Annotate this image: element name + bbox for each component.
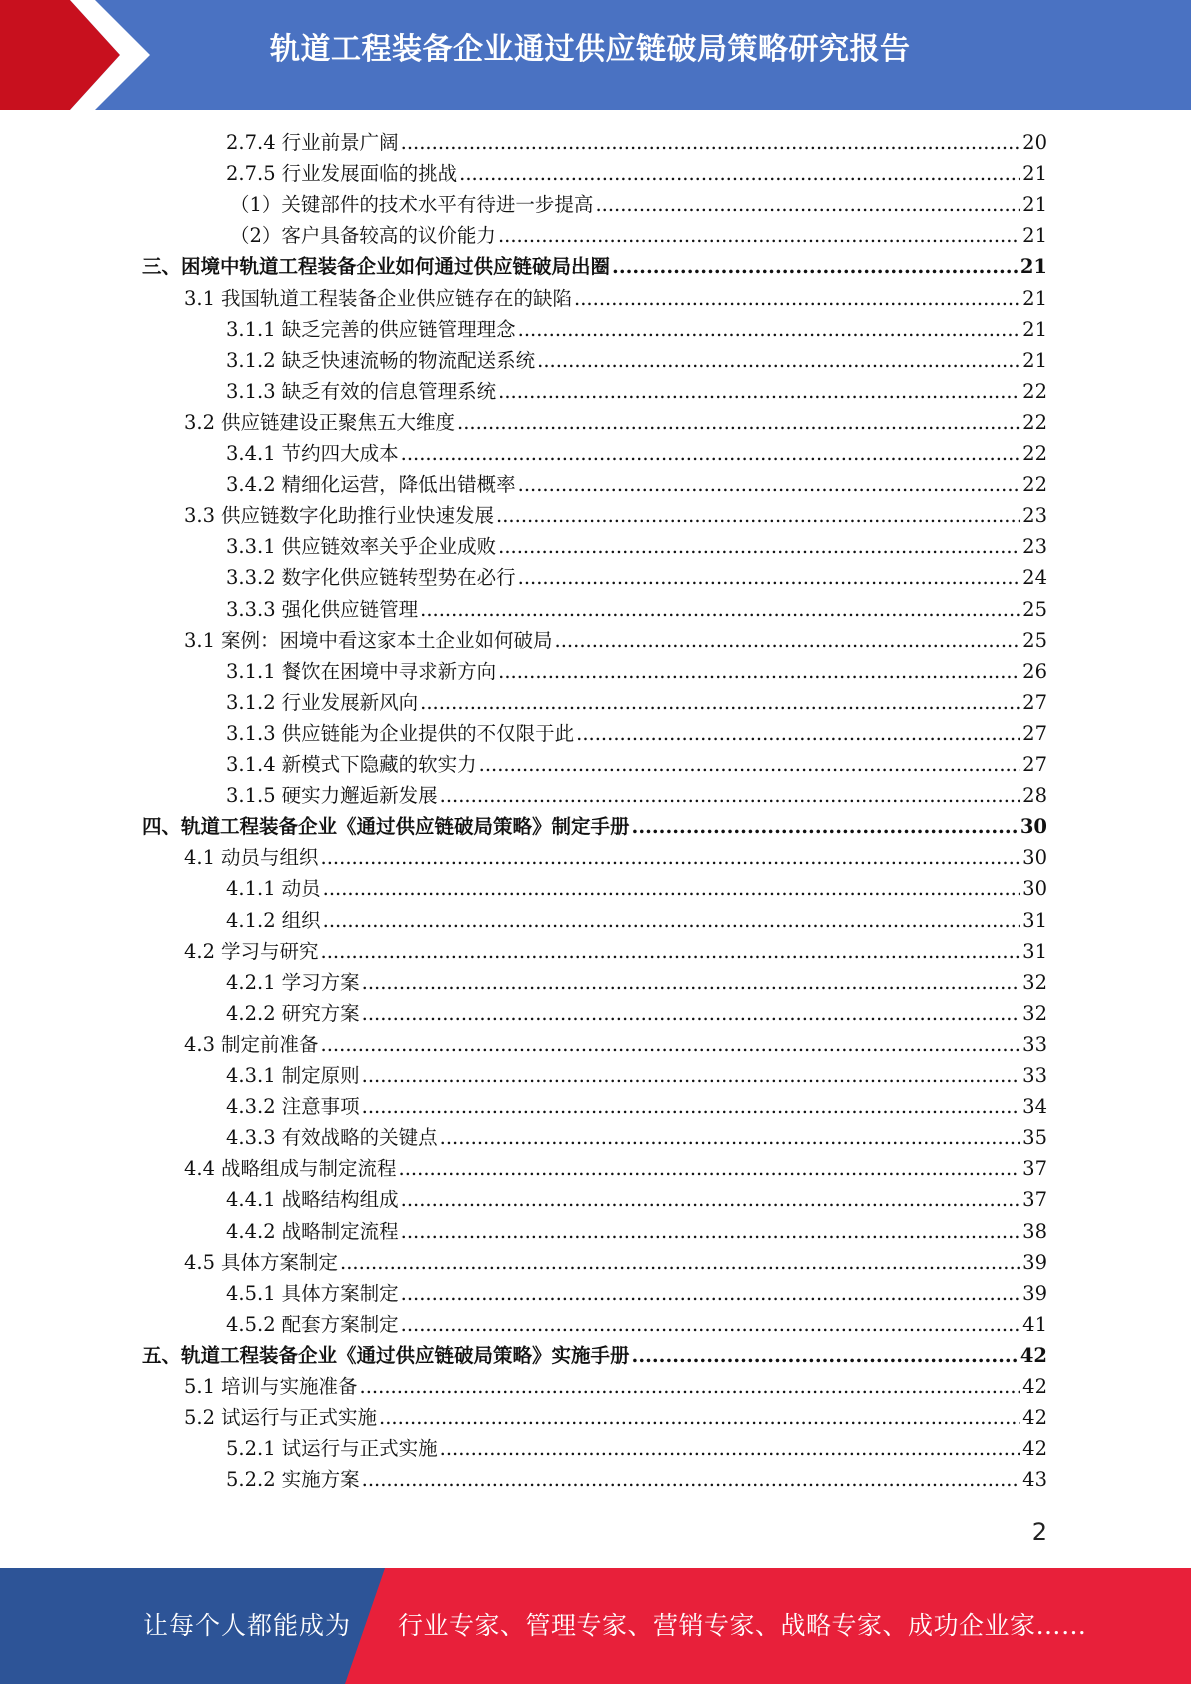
toc-entry[interactable]	[230, 189, 1047, 220]
toc-dot-leader	[321, 1029, 1021, 1060]
toc-entry-number: 四、	[142, 815, 182, 839]
toc-entry-title: 我国轨道工程装备企业供应链存在的缺陷	[221, 286, 573, 310]
toc-entry[interactable]	[226, 1091, 1047, 1122]
toc-entry-page: 30	[1022, 877, 1047, 901]
toc-entry-number: 3.3	[184, 504, 216, 528]
toc-entry-page: 22	[1022, 473, 1047, 497]
toc-entry[interactable]	[226, 687, 1047, 718]
toc-entry[interactable]	[226, 562, 1047, 593]
toc-entry[interactable]	[226, 469, 1047, 500]
toc-entry-number: 3.1	[184, 286, 216, 310]
toc-entry-title: 数字化供应链转型势在必行	[281, 566, 516, 590]
toc-entry-title: 学习与研究	[221, 939, 319, 963]
toc-dot-leader	[420, 687, 1020, 718]
toc-entry-number: （2）	[230, 224, 282, 248]
toc-entry[interactable]	[226, 967, 1047, 998]
toc-entry[interactable]	[226, 1278, 1047, 1309]
toc-entry-title: 供应链能为企业提供的不仅限于此	[281, 721, 575, 745]
toc-entry-page: 30	[1022, 846, 1047, 870]
toc-entry-number: 5.2.1	[226, 1437, 276, 1461]
toc-entry[interactable]	[184, 936, 1047, 967]
toc-entry-title: 有效战略的关键点	[281, 1126, 438, 1150]
toc-entry-title: 试运行与正式实施	[281, 1437, 438, 1461]
toc-entry-title: 缺乏有效的信息管理系统	[281, 379, 497, 403]
toc-entry-number: 4.3.2	[226, 1095, 276, 1119]
toc-entry-title: 组织	[281, 908, 321, 932]
toc-dot-leader	[401, 1309, 1021, 1340]
toc-dot-leader	[323, 905, 1021, 936]
toc-entry-title: 试运行与正式实施	[221, 1406, 378, 1430]
toc-entry[interactable]	[226, 905, 1047, 936]
toc-entry-number: 3.3.2	[226, 566, 276, 590]
toc-entry-title: 实施方案	[281, 1468, 360, 1492]
toc-entry-number: 3.1.3	[226, 721, 276, 745]
toc-dot-leader	[360, 1371, 1021, 1402]
toc-entry-number: 4.1.1	[226, 877, 276, 901]
toc-dot-leader	[632, 1340, 1018, 1371]
toc-entry-title: 行业发展新风向	[281, 690, 419, 714]
toc-entry[interactable]	[226, 1433, 1047, 1464]
toc-entry-title: 客户具备较高的议价能力	[281, 224, 496, 248]
toc-entry-number: 3.1.1	[226, 659, 276, 683]
toc-entry-number: 5.1	[184, 1375, 216, 1398]
toc-entry-number: 4.2.2	[226, 1001, 276, 1025]
toc-dot-leader	[498, 220, 1020, 251]
toc-entry-page: 33	[1022, 1032, 1047, 1056]
toc-dot-leader	[518, 469, 1021, 500]
toc-entry[interactable]	[142, 811, 1047, 842]
toc-entry-title: 供应链数字化助推行业快速发展	[221, 504, 495, 528]
toc-entry-number: 3.3.1	[226, 535, 276, 559]
toc-entry-number: 3.1.4	[226, 753, 276, 776]
toc-dot-leader	[362, 998, 1021, 1029]
toc-entry-page: 23	[1022, 504, 1047, 528]
toc-entry[interactable]	[226, 749, 1047, 780]
toc-dot-leader	[401, 438, 1021, 469]
toc-entry-title: 缺乏快速流畅的物流配送系统	[281, 348, 536, 372]
page-number: 2	[1031, 1518, 1047, 1546]
toc-entry[interactable]	[226, 718, 1047, 749]
toc-entry-number: 3.1.5	[226, 784, 276, 808]
toc-entry[interactable]	[230, 220, 1047, 251]
toc-entry-page: 38	[1022, 1219, 1047, 1243]
toc-entry-title: 学习方案	[281, 970, 360, 994]
toc-entry-page: 23	[1022, 535, 1047, 559]
toc-entry-number: 5.2.2	[226, 1468, 276, 1492]
toc-entry-page: 27	[1022, 721, 1047, 745]
toc-entry-page: 21	[1022, 162, 1047, 186]
toc-dot-leader	[323, 873, 1021, 904]
toc-dot-leader	[401, 1278, 1021, 1309]
toc-entry-title: 动员	[281, 877, 321, 901]
toc-dot-leader	[632, 811, 1018, 842]
toc-dot-leader	[362, 1060, 1021, 1091]
toc-dot-leader	[576, 718, 1020, 749]
toc-entry-number: 4.4.1	[226, 1188, 276, 1212]
toc-entry-number: 4.2	[184, 939, 216, 963]
toc-entry-title: 精细化运营，降低出错概率	[281, 473, 516, 497]
toc-entry[interactable]	[226, 376, 1047, 407]
toc-entry-title: 战略组成与制定流程	[221, 1157, 397, 1181]
toc-entry[interactable]	[226, 127, 1047, 158]
toc-entry[interactable]	[226, 780, 1047, 811]
toc-entry-title: 培训与实施准备	[221, 1375, 358, 1398]
toc-entry[interactable]	[226, 1216, 1047, 1247]
toc-entry-title: 硬实力邂逅新发展	[281, 784, 438, 808]
page-footer	[0, 1568, 1191, 1684]
toc-entry-page: 42	[1022, 1437, 1047, 1461]
toc-dot-leader	[440, 1122, 1021, 1153]
toc-dot-leader	[401, 1216, 1021, 1247]
toc-entry-page: 21	[1019, 255, 1047, 279]
report-title: 轨道工程装备企业通过供应链破局策略研究报告	[270, 32, 911, 67]
toc-entry-page: 37	[1022, 1188, 1047, 1212]
toc-dot-leader	[498, 656, 1020, 687]
toc-entry[interactable]	[226, 1122, 1047, 1153]
toc-entry-title: 轨道工程装备企业《通过供应链破局策略》制定手册	[181, 815, 630, 839]
toc-entry-title: 新模式下隐藏的软实力	[281, 753, 477, 776]
toc-entry-page: 42	[1022, 1375, 1047, 1398]
toc-entry-number: 2.7.5	[226, 162, 276, 186]
toc-entry[interactable]	[226, 314, 1047, 345]
toc-entry[interactable]	[226, 1309, 1047, 1340]
toc-entry[interactable]	[184, 1153, 1047, 1184]
toc-entry-page: 21	[1022, 348, 1047, 372]
toc-entry[interactable]	[184, 500, 1047, 531]
toc-entry-title: 制定原则	[281, 1064, 360, 1087]
toc-entry-number: 3.3.3	[226, 597, 276, 621]
toc-entry[interactable]	[226, 345, 1047, 376]
toc-entry[interactable]	[226, 594, 1047, 625]
toc-entry-page: 21	[1022, 224, 1047, 248]
toc-entry-page: 37	[1022, 1157, 1047, 1181]
toc-dot-leader	[362, 1091, 1021, 1122]
toc-entry-title: 制定前准备	[221, 1032, 319, 1056]
toc-dot-leader	[595, 189, 1020, 220]
toc-entry-page: 28	[1022, 784, 1047, 808]
toc-entry-title: 具体方案制定	[221, 1250, 339, 1274]
toc-entry-title: 供应链建设正聚焦五大维度	[221, 410, 456, 434]
toc-entry-number: 4.3	[184, 1032, 216, 1056]
toc-dot-leader	[555, 625, 1021, 656]
toc-entry-page: 27	[1022, 753, 1047, 776]
toc-dot-leader	[498, 376, 1020, 407]
toc-entry[interactable]	[184, 842, 1047, 873]
toc-entry-page: 22	[1022, 442, 1047, 465]
toc-entry-page: 26	[1022, 659, 1047, 683]
toc-entry-title: 强化供应链管理	[281, 597, 419, 621]
toc-entry-title: 研究方案	[281, 1001, 360, 1025]
toc-entry-number: 4.3.3	[226, 1126, 276, 1150]
toc-entry-number: 五、	[142, 1343, 182, 1367]
toc-entry-page: 21	[1022, 317, 1047, 341]
toc-entry-page: 22	[1022, 410, 1047, 434]
toc-dot-leader	[321, 936, 1021, 967]
toc-entry-page: 31	[1022, 908, 1047, 932]
toc-entry-number: 5.2	[184, 1406, 216, 1430]
toc-entry[interactable]	[226, 656, 1047, 687]
toc-entry-page: 25	[1022, 628, 1047, 652]
toc-entry-number: （1）	[230, 193, 282, 217]
toc-entry-page: 35	[1022, 1126, 1047, 1150]
toc-entry[interactable]	[226, 1060, 1047, 1091]
toc-entry-number: 3.1.2	[226, 690, 276, 714]
toc-entry-number: 3.1	[184, 628, 216, 652]
toc-entry-title: 轨道工程装备企业《通过供应链破局策略》实施手册	[181, 1343, 630, 1367]
toc-entry-page: 20	[1022, 131, 1047, 154]
toc-dot-leader	[401, 127, 1021, 158]
toc-entry-title: 餐饮在困境中寻求新方向	[281, 659, 497, 683]
toc-entry-page: 41	[1022, 1312, 1047, 1336]
toc-entry-number: 4.4	[184, 1157, 216, 1181]
toc-entry-page: 25	[1022, 597, 1047, 621]
toc-dot-leader	[379, 1402, 1020, 1433]
toc-dot-leader	[362, 967, 1021, 998]
toc-entry[interactable]	[142, 251, 1047, 282]
toc-entry[interactable]	[184, 407, 1047, 438]
toc-entry[interactable]	[226, 531, 1047, 562]
toc-dot-leader	[420, 594, 1020, 625]
toc-entry-page: 32	[1022, 970, 1047, 994]
toc-entry-number: 三、	[142, 255, 182, 279]
toc-entry-title: 关键部件的技术水平有待进一步提高	[281, 193, 594, 217]
footer-slogan-right: 行业专家、管理专家、营销专家、战略专家、成功企业家……	[398, 1611, 1087, 1640]
toc-dot-leader	[537, 345, 1020, 376]
toc-entry-title: 行业发展面临的挑战	[281, 162, 458, 186]
toc-entry-title: 动员与组织	[221, 846, 319, 870]
toc-entry-page: 43	[1022, 1468, 1047, 1492]
toc-entry-title: 具体方案制定	[281, 1281, 399, 1305]
toc-dot-leader	[440, 1433, 1021, 1464]
toc-entry-page: 27	[1022, 690, 1047, 714]
toc-entry[interactable]	[226, 873, 1047, 904]
toc-entry-title: 节约四大成本	[281, 442, 399, 465]
toc-entry-page: 24	[1022, 566, 1047, 590]
toc-dot-leader	[459, 158, 1020, 189]
toc-entry-title: 注意事项	[281, 1095, 360, 1119]
toc-dot-leader	[496, 500, 1020, 531]
toc-entry-page: 39	[1022, 1281, 1047, 1305]
toc-entry-page: 21	[1022, 286, 1047, 310]
toc-dot-leader	[498, 531, 1020, 562]
toc-entry[interactable]	[184, 283, 1047, 314]
toc-entry-number: 2.7.4	[226, 131, 276, 154]
toc-dot-leader	[440, 780, 1021, 811]
toc-dot-leader	[399, 1153, 1021, 1184]
toc-entry-number: 4.5.1	[226, 1281, 276, 1305]
toc-entry[interactable]	[184, 1247, 1047, 1278]
toc-entry[interactable]	[226, 438, 1047, 469]
toc-dot-leader	[518, 562, 1021, 593]
toc-entry-number: 4.1.2	[226, 908, 276, 932]
toc-entry[interactable]	[226, 998, 1047, 1029]
toc-entry-number: 4.2.1	[226, 970, 276, 994]
toc-entry-number: 3.1.2	[226, 348, 276, 372]
toc-entry[interactable]	[226, 1184, 1047, 1215]
toc-entry-number: 3.4.2	[226, 473, 276, 497]
toc-entry-number: 4.1	[184, 846, 216, 870]
toc-entry-title: 战略结构组成	[281, 1188, 399, 1212]
toc-dot-leader	[612, 251, 1018, 282]
toc-entry-title: 缺乏完善的供应链管理理念	[281, 317, 516, 341]
toc-entry[interactable]	[142, 1340, 1047, 1371]
toc-dot-leader	[340, 1247, 1020, 1278]
toc-entry-page: 32	[1022, 1001, 1047, 1025]
toc-entry-number: 4.3.1	[226, 1064, 276, 1087]
footer-slogan-left: 让每个人都能成为	[143, 1611, 352, 1640]
toc-entry-title: 案例：困境中看这家本土企业如何破局	[221, 628, 553, 652]
toc-dot-leader	[457, 407, 1020, 438]
toc-entry-page: 31	[1022, 939, 1047, 963]
toc-entry-title: 供应链效率关乎企业成败	[281, 535, 497, 559]
toc-dot-leader	[518, 314, 1021, 345]
toc-entry-title: 困境中轨道工程装备企业如何通过供应链破局出圈	[181, 255, 611, 279]
toc-dot-leader	[574, 283, 1020, 314]
toc-entry[interactable]	[226, 158, 1047, 189]
toc-entry-number: 4.5.2	[226, 1312, 276, 1336]
toc-entry-page: 34	[1022, 1095, 1047, 1119]
toc-entry-page: 21	[1022, 193, 1047, 217]
toc-entry-page: 30	[1019, 815, 1047, 839]
toc-entry[interactable]	[226, 1464, 1047, 1495]
toc-entry-page: 42	[1019, 1343, 1047, 1367]
toc-entry-number: 3.4.1	[226, 442, 276, 465]
toc-entry[interactable]	[184, 1029, 1047, 1060]
toc-entry[interactable]	[184, 625, 1047, 656]
page-header	[0, 0, 1191, 110]
toc-entry-number: 3.2	[184, 410, 216, 434]
toc-entry-page: 42	[1022, 1406, 1047, 1430]
toc-dot-leader	[479, 749, 1021, 780]
toc-entry-title: 战略制定流程	[281, 1219, 399, 1243]
toc-entry-number: 4.4.2	[226, 1219, 276, 1243]
toc-entry-number: 3.1.1	[226, 317, 276, 341]
toc-entry-number: 3.1.3	[226, 379, 276, 403]
toc-dot-leader	[321, 842, 1021, 873]
toc-entry[interactable]	[184, 1371, 1047, 1402]
toc-entry-page: 33	[1022, 1064, 1047, 1087]
toc-entry[interactable]	[184, 1402, 1047, 1433]
toc-entry-title: 行业前景广阔	[281, 131, 399, 154]
toc-dot-leader	[401, 1184, 1021, 1215]
toc-entry-number: 4.5	[184, 1250, 216, 1274]
toc-dot-leader	[362, 1464, 1021, 1495]
toc-entry-page: 22	[1022, 379, 1047, 403]
toc-entry-title: 配套方案制定	[281, 1312, 399, 1336]
toc-entry-page: 39	[1022, 1250, 1047, 1274]
